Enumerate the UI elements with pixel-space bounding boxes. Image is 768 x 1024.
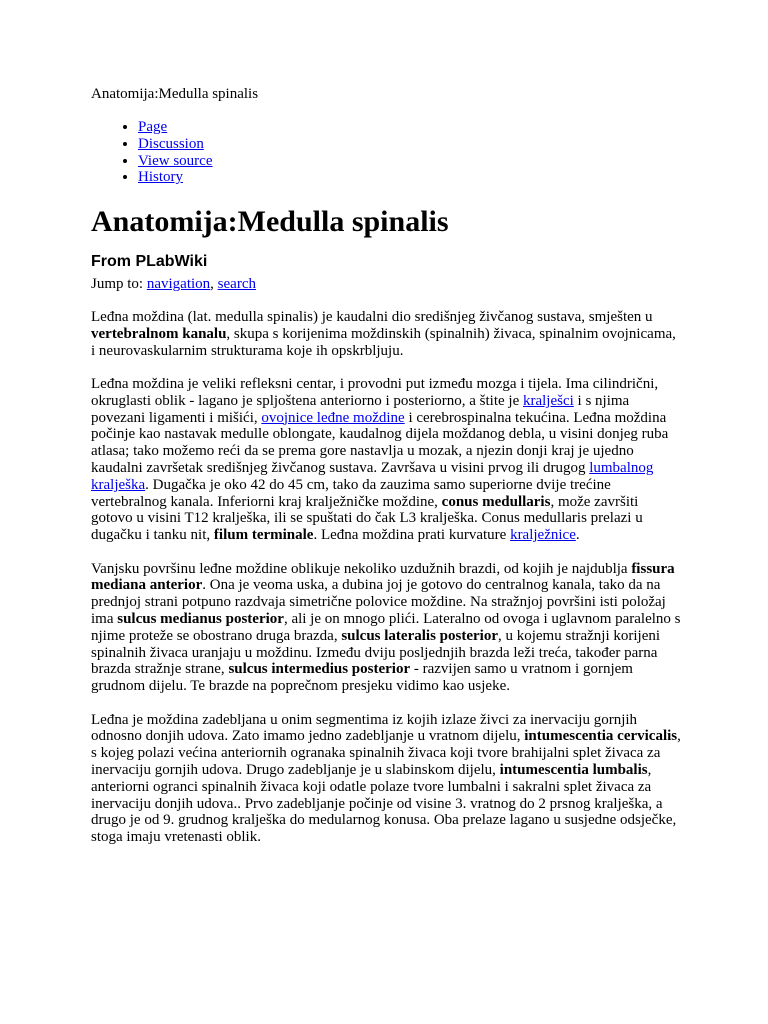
action-item-page bbox=[138, 119, 213, 136]
paragraph-text: , s kojeg polazi većina anteriornih ogranaka spinalnih živaca koji tvore brahijalni splet živaca za inervaciju gornjih udova. Drugo zadebljanje je u slabinskom dijelu, bbox=[91, 728, 681, 778]
bold-term: conus medullaris bbox=[441, 493, 551, 510]
jump-to-label: Jump to: bbox=[91, 276, 147, 292]
page-heading: Anatomija:Medulla spinalis bbox=[91, 205, 449, 238]
view-source-tab-link[interactable]: View source bbox=[138, 152, 213, 169]
article-paragraph bbox=[91, 561, 683, 695]
page-tab-link[interactable]: Page bbox=[138, 119, 168, 135]
article-paragraph bbox=[91, 309, 683, 359]
search-link[interactable]: search bbox=[217, 276, 256, 292]
paragraph-text: , ali je on mnogo plići. Lateralno od ovoga i uglavnom paralelno s njime proteže se obostrano druga brazda, bbox=[91, 610, 681, 644]
article-link[interactable]: kralješci bbox=[522, 392, 574, 409]
action-item-view-source bbox=[138, 153, 213, 170]
paragraph-text: Vanjsku površinu leđne moždine oblikuje nekoliko uzdužnih brazdi, od kojih je najdublja bbox=[91, 560, 632, 577]
page-actions bbox=[91, 119, 213, 186]
bold-term: intumescentia cervicalis bbox=[524, 728, 678, 745]
paragraph-text: Leđna moždina (lat. medulla spinalis) je kaudalni dio središnjeg živčanog sustava, smješten u bbox=[91, 309, 653, 325]
paragraph-text: Leđna moždina je veliki refleksni centar, i provodni put između mozga i tijela. Ima cilindrični, okruglasti oblik - lagano je spljoštena anteriorno i posteriorno, a štite je bbox=[91, 375, 659, 409]
bold-term: sulcus intermedius posterior bbox=[228, 661, 411, 678]
paragraph-text: . Leđna moždina prati kurvature bbox=[313, 527, 511, 544]
bold-term: intumescentia lumbalis bbox=[499, 761, 648, 778]
article-link[interactable]: ovojnice leđne moždine bbox=[261, 409, 405, 426]
history-tab-link[interactable]: History bbox=[138, 169, 183, 186]
paragraph-text: - razvijen samo u vratnom i gornjem grudnom dijelu. Te brazde na poprečnom presjeku vidimo kao usjeke. bbox=[91, 661, 633, 695]
paragraph-text: , skupa s korijenima moždinskih (spinalnih) živaca, spinalnim ovojnicama, i neurovaskularnim strukturama koje ih opskrbljuju. bbox=[91, 325, 676, 359]
paragraph-text: i cerebrospinalna tekućina. Leđna moždina počinje kao nastavak medulle oblongate, kaudalnog dijela moždanog debla, u visini donjeg ruba atlasa; tako možemo reći da se prema gore nastavlja u mozak, a njezin donji kraj je ujedno kaudalni završetak središnjeg živčanog sustava. Završava u visini prvog ili drugog bbox=[91, 409, 669, 476]
site-title: Anatomija:Medulla spinalis bbox=[91, 86, 259, 102]
paragraph-text: , anteriorni ogranci spinalnih živaca koji odatle polaze tvore lumbalni i sakralni splet živaca za inervaciju donjih udova.. Prvo zadebljanje počinje od visine 3. vratnog do 2 prsnog kralješka, a drugo je od 9. grudnog kralješka do medularnog konusa. Oba prelaze lagano u susjedne odsječke, stoga imaju vretenasti oblik. bbox=[91, 761, 677, 846]
action-item-discussion bbox=[138, 136, 213, 153]
discussion-tab-link[interactable]: Discussion bbox=[138, 135, 204, 152]
paragraph-text: , u kojemu stražnji korijeni spinalnih živaca uranjaju u moždinu. Između dviju posljednjih brazda leži treća, također parna brazda stražnje strane, bbox=[91, 627, 661, 678]
article-paragraph bbox=[91, 712, 683, 846]
article-link[interactable]: kralježnice bbox=[510, 527, 576, 544]
paragraph-text: Leđna je moždina zadebljana u onim segmentima iz kojih izlaze živci za inervaciju gornjih odnosno donjih udova. Zato imamo jedno zadebljanje u vratnom dijelu, bbox=[91, 711, 638, 745]
navigation-link[interactable]: navigation bbox=[146, 276, 211, 292]
article-link[interactable]: lumbalnog kralješka bbox=[91, 459, 654, 493]
paragraph-text: i s njima povezani ligamenti i mišići, bbox=[91, 392, 630, 426]
bold-term: filum terminale bbox=[213, 527, 314, 544]
action-item-history bbox=[138, 169, 213, 186]
bold-term: sulcus medianus posterior bbox=[117, 610, 284, 627]
paragraph-text: , može završiti gotovo u visini T12 kralješka, ili se spuštati do čak L3 kralješka. Conus medullaris prelazi u dugačku i tanku nit, bbox=[91, 493, 643, 544]
article-body bbox=[91, 309, 683, 862]
jump-to-bar bbox=[91, 276, 256, 293]
bold-term: sulcus lateralis posterior bbox=[341, 627, 498, 644]
article-paragraph bbox=[91, 376, 683, 544]
paragraph-text: . Dugačka je oko 42 do 45 cm, tako da zauzima samo superiorne dvije trećine vertebralnog kanala. Inferiorni kraj kralježničke moždine, bbox=[91, 476, 611, 510]
bold-term: vertebralnom kanalu bbox=[91, 325, 227, 342]
bold-term: fissura mediana anterior bbox=[91, 560, 675, 594]
site-subtitle: From PLabWiki bbox=[91, 253, 208, 270]
paragraph-text: . Ona je veoma uska, a dubina joj je gotovo do centralnog kanala, tako da na prednjoj strani potpuno razdvaja simetrične polovice moždine. Na stražnjoj površini isti položaj ima bbox=[91, 577, 666, 627]
paragraph-text: . bbox=[575, 527, 580, 544]
jump-separator: , bbox=[210, 276, 218, 292]
